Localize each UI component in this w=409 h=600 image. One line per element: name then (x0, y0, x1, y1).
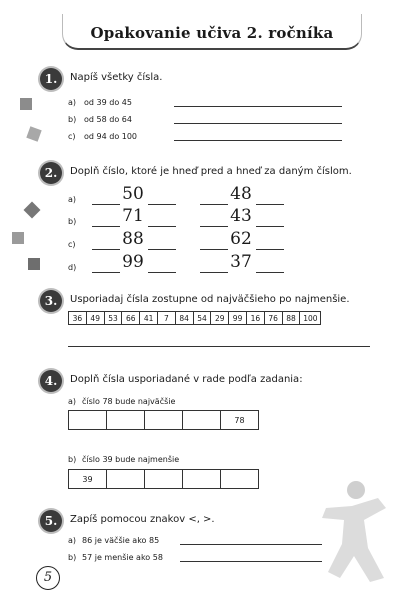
item-label: d) (68, 263, 77, 272)
decorative-square (12, 232, 24, 244)
answer-line[interactable] (92, 272, 120, 273)
answer-line[interactable] (148, 272, 176, 273)
task-instruction: Doplň číslo, ktoré je hneď pred a hneď za daným číslom. (70, 166, 352, 177)
answer-box[interactable] (221, 470, 259, 489)
decorative-square (24, 202, 41, 219)
answer-line[interactable] (68, 346, 370, 347)
decorative-figure-icon (316, 478, 394, 584)
answer-box[interactable] (107, 411, 145, 430)
given-number: 88 (122, 229, 144, 249)
given-number: 48 (230, 184, 252, 204)
item-text: číslo 78 bude najväčšie (82, 397, 176, 406)
number-cell: 36 (69, 312, 87, 325)
answer-line[interactable] (200, 272, 228, 273)
answer-line[interactable] (92, 226, 120, 227)
task-number-badge: 3. (40, 290, 62, 312)
item-label: b) (68, 115, 77, 124)
answer-line[interactable] (174, 123, 342, 124)
answer-box[interactable] (107, 470, 145, 489)
answer-box[interactable] (69, 411, 107, 430)
answer-line[interactable] (174, 140, 342, 141)
number-cell: 84 (175, 312, 193, 325)
answer-line[interactable] (148, 226, 176, 227)
item-label: a) (68, 98, 77, 107)
item-label: c) (68, 240, 76, 249)
answer-line[interactable] (256, 204, 284, 205)
number-cell: 16 (246, 312, 264, 325)
number-cell: 41 (140, 312, 158, 325)
given-number: 71 (122, 206, 144, 226)
given-number: 37 (230, 252, 252, 272)
number-cell: 99 (229, 312, 247, 325)
item-text: 57 je menšie ako 58 (82, 553, 163, 562)
item-label: a) (68, 195, 77, 204)
task-number-badge: 1. (40, 68, 62, 90)
answer-box[interactable] (183, 470, 221, 489)
given-number: 50 (122, 184, 144, 204)
answer-line[interactable] (92, 249, 120, 250)
task-instruction: Napíš všetky čísla. (70, 72, 163, 83)
item-text: od 39 do 45 (84, 98, 132, 107)
page-title: Opakovanie učiva 2. ročníka (90, 24, 334, 42)
answer-line[interactable] (200, 249, 228, 250)
item-text: číslo 39 bude najmenšie (82, 455, 180, 464)
item-label: a) (68, 536, 77, 545)
item-label: b) (68, 455, 77, 464)
answer-box[interactable] (183, 411, 221, 430)
answer-line[interactable] (174, 106, 342, 107)
numbers-row (69, 312, 321, 325)
decorative-square (26, 126, 41, 141)
number-cell: 49 (86, 312, 104, 325)
number-cell: 100 (300, 312, 321, 325)
item-label: c) (68, 132, 76, 141)
task-number-badge: 5. (40, 510, 62, 532)
item-text: od 58 do 64 (84, 115, 132, 124)
given-box: 39 (69, 470, 107, 489)
given-number: 43 (230, 206, 252, 226)
answer-line[interactable] (256, 272, 284, 273)
number-cell: 53 (104, 312, 122, 325)
page-number: 5 (36, 566, 60, 590)
answer-line[interactable] (148, 249, 176, 250)
decorative-square (20, 98, 32, 110)
answer-line[interactable] (200, 204, 228, 205)
number-cell: 66 (122, 312, 140, 325)
answer-line[interactable] (256, 226, 284, 227)
task-number-badge: 4. (40, 370, 62, 392)
decorative-square (28, 258, 40, 270)
answer-line[interactable] (200, 226, 228, 227)
item-text: 86 je väčšie ako 85 (82, 536, 160, 545)
answer-line[interactable] (148, 204, 176, 205)
numbers-table (68, 311, 321, 325)
number-cell: 76 (264, 312, 282, 325)
answer-line[interactable] (256, 249, 284, 250)
answer-line[interactable] (180, 561, 322, 562)
item-label: b) (68, 553, 77, 562)
answer-line[interactable] (180, 544, 322, 545)
answer-box[interactable] (145, 470, 183, 489)
item-label: b) (68, 217, 77, 226)
item-label: a) (68, 397, 77, 406)
number-cell: 88 (282, 312, 300, 325)
task-instruction: Usporiadaj čísla zostupne od najväčšieho po najmenšie. (70, 294, 350, 305)
boxes-row-a (68, 410, 259, 430)
task-instruction: Doplň čísla usporiadané v rade podľa zadania: (70, 374, 303, 385)
given-number: 99 (122, 252, 144, 272)
task-number-badge: 2. (40, 162, 62, 184)
number-cell: 7 (157, 312, 175, 325)
given-number: 62 (230, 229, 252, 249)
task-instruction: Zapíš pomocou znakov <, >. (70, 514, 215, 525)
answer-box[interactable] (145, 411, 183, 430)
number-cell: 29 (211, 312, 229, 325)
boxes-row-b (68, 469, 259, 489)
item-text: od 94 do 100 (84, 132, 138, 141)
given-box: 78 (221, 411, 259, 430)
answer-line[interactable] (92, 204, 120, 205)
number-cell: 54 (193, 312, 211, 325)
